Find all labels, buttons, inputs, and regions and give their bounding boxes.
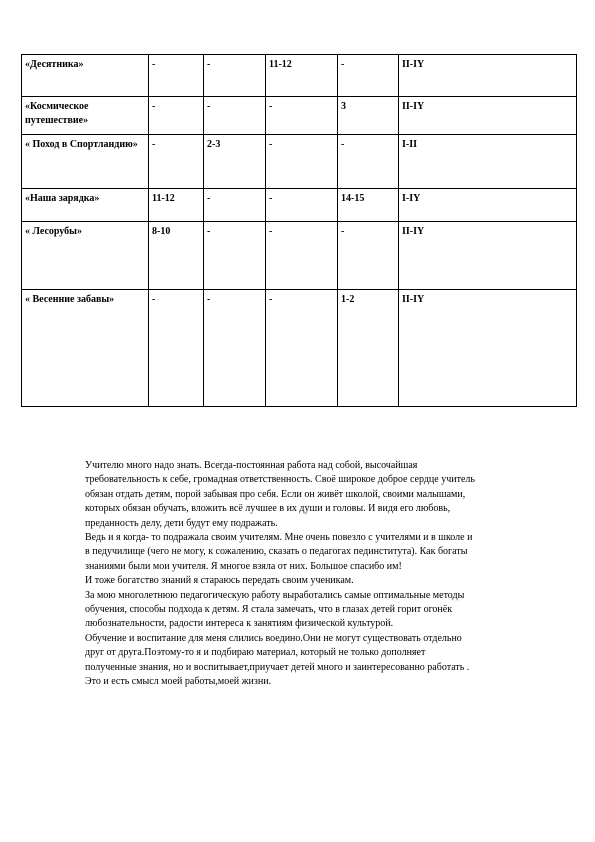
table-cell: - <box>204 55 266 97</box>
table-body <box>22 55 577 407</box>
table-cell: - <box>338 55 399 97</box>
table-cell: - <box>204 222 266 290</box>
table-row <box>22 55 577 97</box>
essay-line: Учителю много надо знать. Всегда-постоянная работа над собой, высочайшая <box>85 460 418 471</box>
table-row <box>22 189 577 222</box>
table-cell: 11-12 <box>266 55 338 97</box>
essay-line: обязан отдать детям, порой забывая про себя. Если он живёт школой, своими малышами, <box>85 488 466 500</box>
game-name-cell: « Лесорубы» <box>22 222 149 290</box>
teacher-essay <box>85 459 555 690</box>
table-cell: 2-3 <box>204 135 266 189</box>
table-cell: II-IY <box>399 55 577 97</box>
table-cell: II-IY <box>399 290 577 407</box>
table-row <box>22 290 577 407</box>
game-name-cell: «Космическое путешествие» <box>22 97 149 135</box>
games-schedule-table <box>21 54 577 407</box>
essay-line: которых обязан обучать, вложить всё лучшее в их души и головы. И видя его любовь, <box>85 503 451 515</box>
essay-line: обучения, способы подхода к детям. Я стала замечать, что в глазах детей горит огонёк <box>85 604 453 616</box>
table-cell: 1-2 <box>338 290 399 407</box>
table-cell: 11-12 <box>149 189 204 222</box>
table-cell: - <box>266 97 338 135</box>
essay-line: преданность делу, дети будут ему подражать. <box>85 517 278 529</box>
table-cell: - <box>266 189 338 222</box>
essay-line: И тоже богатство знаний я стараюсь передать своим ученикам. <box>85 575 354 587</box>
table-cell: - <box>266 290 338 407</box>
table-cell: - <box>338 135 399 189</box>
essay-line: полученные знания, но и воспитывает,приучает детей много и заинтересованно работать . <box>85 661 470 673</box>
table-cell: - <box>204 97 266 135</box>
table-row <box>22 135 577 189</box>
game-name-cell: «Наша зарядка» <box>22 189 149 222</box>
table-cell: 3 <box>338 97 399 135</box>
essay-line: друг от друга.Поэтому-то я и подбираю материал, который не только дополняет <box>85 647 426 659</box>
table-cell: - <box>149 135 204 189</box>
table-cell: - <box>149 55 204 97</box>
game-name-cell: « Весенние забавы» <box>22 290 149 407</box>
table-cell: 8-10 <box>149 222 204 290</box>
essay-line: За мою многолетнюю педагогическую работу выработались самые оптимальные методы <box>85 589 465 601</box>
table-cell: - <box>204 189 266 222</box>
essay-line: знаниями были мои учителя. Я многое взяла от них. Большое спасибо им! <box>85 560 402 572</box>
essay-line: Это и есть смысл моей работы,моей жизни. <box>85 676 272 688</box>
essay-line: Обучение и воспитание для меня слились воедино.Они не могут существовать отдельно <box>85 632 462 644</box>
table-cell: - <box>149 97 204 135</box>
table-cell: - <box>266 135 338 189</box>
essay-line: требовательность к себе, громадная ответственность. Своё широкое доброе сердце учитель <box>85 474 475 486</box>
table-cell: - <box>204 290 266 407</box>
table-cell: 14-15 <box>338 189 399 222</box>
table-row <box>22 97 577 135</box>
game-name-cell: « Поход в Спортландию» <box>22 135 149 189</box>
table-row <box>22 222 577 290</box>
table-cell: I-II <box>399 135 577 189</box>
essay-line: в педучилище (чего не могу, к сожалению, сказать о педагогах пединститута). Как богаты <box>85 546 468 558</box>
game-name-cell: «Десятника» <box>22 55 149 97</box>
table-cell: - <box>266 222 338 290</box>
table-cell: II-IY <box>399 222 577 290</box>
table-cell: - <box>338 222 399 290</box>
essay-line: любознательности, радости интереса к занятиям физической культурой. <box>85 618 394 630</box>
table-cell: II-IY <box>399 97 577 135</box>
essay-line: Ведь и я когда- то подражала своим учителям. Мне очень повезло с учителями и в школе и <box>85 532 473 544</box>
table-cell: - <box>149 290 204 407</box>
table-cell: I-IY <box>399 189 577 222</box>
